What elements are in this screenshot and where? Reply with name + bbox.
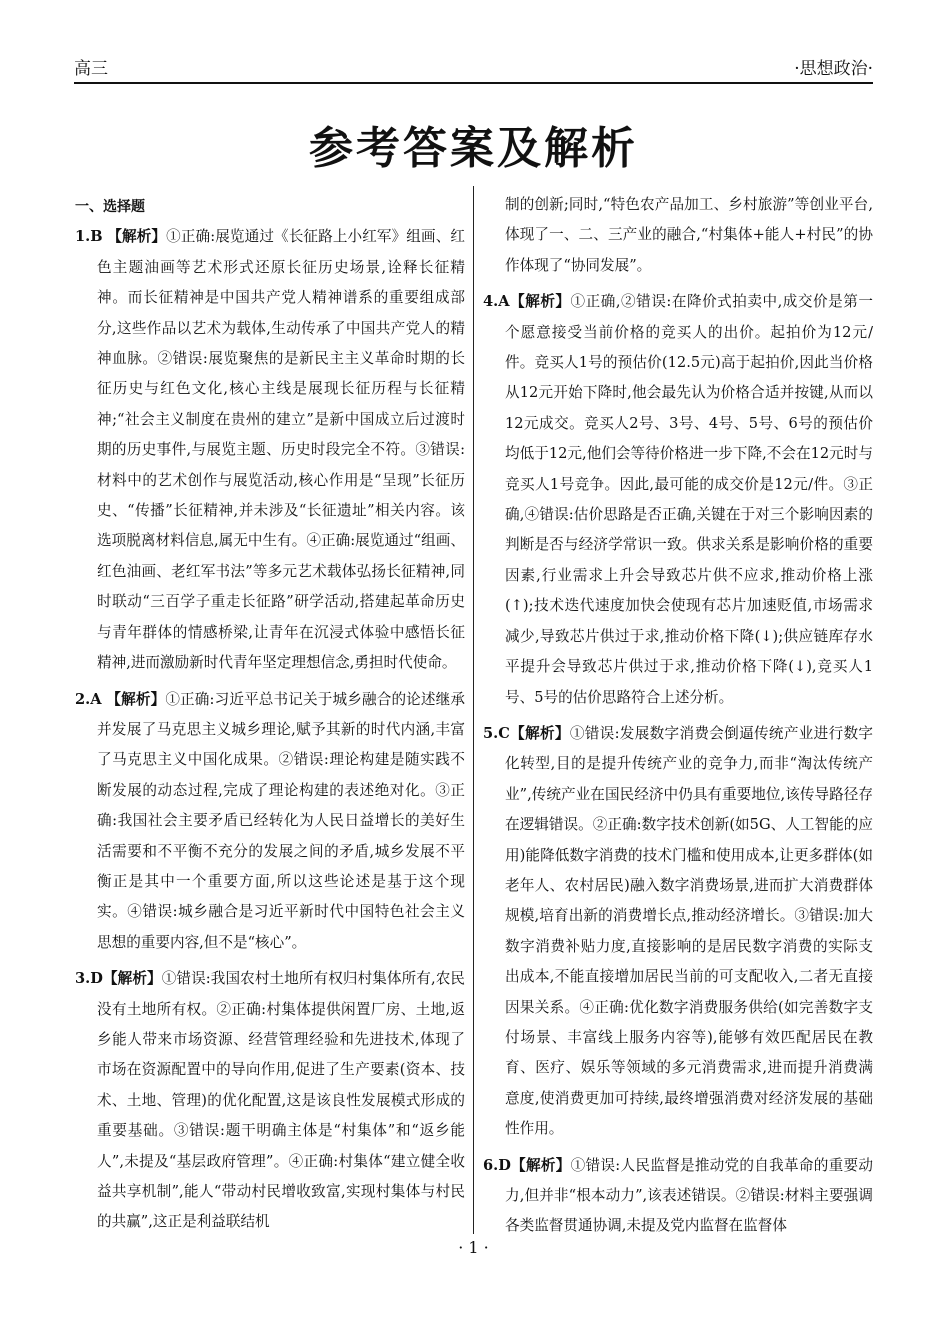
page-number: · 1 · xyxy=(458,1238,489,1257)
answer-number: 2.A xyxy=(75,690,102,708)
answer-item xyxy=(75,222,465,678)
section-heading: 一、选择题 xyxy=(75,199,145,215)
answer-continuation: 制的创新;同时,“特色农产品加工、乡村旅游”等创业平台,体现了一、二、三产业的融合,“村集体+能人+村民”的协作体现了“协同发展”。 xyxy=(505,196,873,274)
column-divider xyxy=(473,186,474,1234)
answer-item xyxy=(75,685,465,959)
page-header xyxy=(74,56,873,84)
right-column xyxy=(483,190,873,1248)
analysis-tag: 【解析】 xyxy=(510,1156,571,1174)
answer-number: 4.A xyxy=(483,293,510,311)
analysis-tag: 【解析】 xyxy=(102,970,162,988)
answer-number: 5.C xyxy=(483,724,510,742)
answer-text: ①正确,②错误:在降价式拍卖中,成交价是第一个愿意接受当前价格的竞买人的出价。起拍价为12元/件。竞买人1号的预估价(12.5元)高于起拍价,因此当价格从12元开始下降时,他会最先认为价格合适并按键,从而以12元成交。竞买人2号、3号、4号、5号、6号的预估价均低于12元,他们会等待价格进一步下降,不会在12元时与竞买人1号竞争。因此,最可能的成交价是12元/件。③正确,④错误:估价思路是否正确,关键在于对三个影响因素的判断是否与经济学常识一致。供求关系是影响价格的重要因素,行业需求上升会导致芯片供不应求,推动价格上涨(↑);技术迭代速度加快会使现有芯片加速贬值,市场需求减少,导致芯片供过于求,推动价格下降(↓);供应链库存水平提升会导致芯片供过于求,推动价格下降(↓),竞买人1号、5号的估价思路符合上述分析。 xyxy=(505,293,873,706)
left-column xyxy=(75,192,465,1244)
page-title: 参考答案及解析 xyxy=(309,123,638,174)
answer-text: ①错误:我国农村土地所有权归村集体所有,农民没有土地所有权。②正确:村集体提供闲置厂房、土地,返乡能人带来市场资源、经营管理经验和先进技术,体现了市场在资源配置中的导向作用,促进了生产要素(资本、技术、土地、管理)的优化配置,这是该良性发展模式形成的重要基础。③错误:题干明确主体是“村集体”和“返乡能人”,未提及“基层政府管理”。④正确:村集体“建立健全收益共享机制”,能人“带动村民增收致富,实现村集体与村民的共赢”,这正是利益联结机 xyxy=(97,970,465,1231)
grade-label: 高三 xyxy=(74,59,108,79)
answer-item xyxy=(75,964,465,1238)
answer-text: ①正确:展览通过《长征路上小红军》组画、红色主题油画等艺术形式还原长征历史场景,诠释长征精神。而长征精神是中国共产党人精神谱系的重要组成部分,这些作品以艺术为载体,生动传承了中国共产党人的精神血脉。②错误:展览聚焦的是新民主主义革命时期的长征历史与红色文化,核心主线是展现长征历程与长征精神;“社会主义制度在贵州的建立”是新中国成立后过渡时期的历史事件,与展览主题、历史时段完全不符。③错误:材料中的艺术创作与展览活动,核心作用是“呈现”长征历史、“传播”长征精神,并未涉及“长征遗址”相关内容。该选项脱离材料信息,属无中生有。④正确:展览通过“组画、红色油画、老红军书法”等多元艺术载体弘扬长征精神,同时联动“三百学子重走长征路”研学活动,搭建起革命历史与青年群体的情感桥梁,让青年在沉浸式体验中感悟长征精神,进而激励新时代青年坚定理想信念,勇担时代使命。 xyxy=(97,228,465,672)
analysis-tag: 【解析】 xyxy=(107,228,167,246)
subject-label: ·思想政治· xyxy=(794,59,873,79)
answer-text: ①错误:人民监督是推动党的自我革命的重要动力,但并非“根本动力”,该表述错误。②错误:材料主要强调各类监督贯通协调,未提及党内监督在监督体 xyxy=(505,1156,873,1235)
answer-item xyxy=(483,1151,873,1242)
answer-number: 1.B xyxy=(75,228,103,246)
answer-number: 3.D xyxy=(75,970,103,988)
answer-item xyxy=(483,287,873,713)
answer-text: ①正确:习近平总书记关于城乡融合的论述继承并发展了马克思主义城乡理论,赋予其新的时代内涵,丰富了马克思主义中国化成果。②错误:理论构建是随实践不断发展的动态过程,完成了理论构建的表述绝对化。③正确:我国社会主要矛盾已经转化为人民日益增长的美好生活需要和不平衡不充分的发展之间的矛盾,城乡发展不平衡正是其中一个重要方面,所以这些论述是基于这个现实。④错误:城乡融合是习近平新时代中国特色社会主义思想的重要内容,但不是“核心”。 xyxy=(97,690,465,951)
answer-text: ①错误:发展数字消费会倒逼传统产业进行数字化转型,目的是提升传统产业的竞争力,而非“淘汰传统产业”,传统产业在国民经济中仍具有重要地位,该传导路径存在逻辑错误。②正确:数字技术创新(如5G、人工智能的应用)能降低数字消费的技术门槛和使用成本,让更多群体(如老年人、农村居民)融入数字消费场景,进而扩大消费群体规模,培育出新的消费增长点,推动经济增长。③错误:加大数字消费补贴力度,直接影响的是居民数字消费的实际支出成本,不能直接增加居民当前的可支配收入,二者无直接因果关系。④正确:优化数字消费服务供给(如完善数字支付场景、丰富线上服务内容等),能够有效匹配居民在教育、医疗、娱乐等领域的多元消费需求,进而提升消费满意度,使消费更加可持续,最终增强消费对经济发展的基础性作用。 xyxy=(505,724,873,1138)
analysis-tag: 【解析】 xyxy=(509,293,571,311)
analysis-tag: 【解析】 xyxy=(509,724,570,742)
answer-item xyxy=(483,719,873,1145)
analysis-tag: 【解析】 xyxy=(106,690,166,708)
answer-number: 6.D xyxy=(483,1156,511,1174)
